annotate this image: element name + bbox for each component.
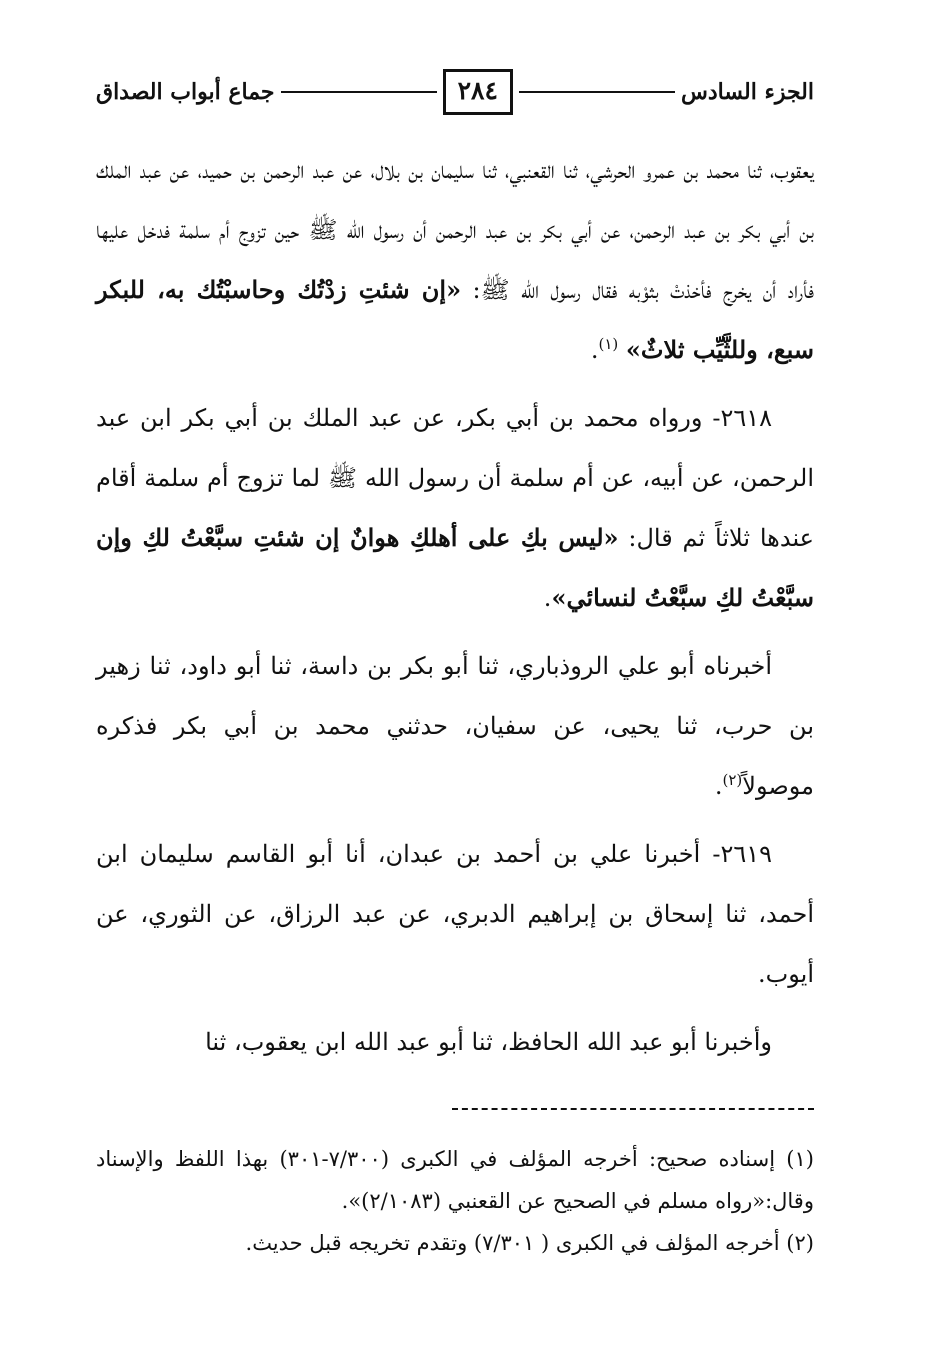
chapter-title: جماع أبواب الصداق — [96, 79, 275, 105]
paragraph-4 — [96, 824, 814, 1004]
paragraph-5 — [96, 1012, 814, 1072]
paragraph-text: أخبرناه أبو علي الروذباري، ثنا أبو بكر بن داسة، ثنا أبو داود، ثنا زهير بن حرب، ثنا يحيى، عن سفيان، حدثني محمد بن أبي بكر فذكره موصولاً — [96, 652, 814, 800]
footnote-separator — [452, 1108, 814, 1110]
paragraph-end: . — [543, 584, 552, 612]
paragraph-text: وأخبرنا أبو عبد الله الحافظ، ثنا أبو عبد الله ابن يعقوب، ثنا — [205, 1028, 772, 1056]
paragraph-1 — [96, 140, 814, 380]
main-text — [96, 140, 814, 1080]
header-rule-right — [519, 91, 675, 93]
paragraph-end: . — [714, 772, 723, 800]
paragraph-2 — [96, 388, 814, 628]
hadith-quote: «ليس بكِ على أهلكِ هوانٌ إن شئتِ سبَّعْتُ لكِ وإن سبَّعْتُ لكِ سبَّعْتُ لنسائي» — [96, 523, 814, 612]
paragraph-text: ٢٦١٩- أخبرنا علي بن أحمد بن عبدان، أنا أبو القاسم سليمان ابن أحمد، ثنا إسحاق بن إبراهيم الدبري، عن عبد الرزاق، عن الثوري، عن أيوب. — [96, 840, 814, 988]
footnote-ref-1: (١) — [598, 335, 619, 353]
part-title: الجزء السادس — [681, 79, 814, 105]
paragraph-text: يعقوب، ثنا محمد بن عمرو الحرشي، ثنا القعنبي، ثنا سليمان بن بلال، عن عبد الرحمن بن حميد، عن عبد الملك بن أبي بكر بن عبد الرحمن، عن أبي بكر بن عبد الرحمن أن رسول الله ﷺ حين تزوج أم سلمة فدخل عليها فأراد أن يخرج فأخذتْ بثوْبه فقال رسول الله ﷺ: — [96, 156, 814, 304]
paragraph-end: . — [590, 336, 599, 364]
paragraph-text: ٢٦١٨- ورواه محمد بن أبي بكر، عن عبد الملك بن أبي بكر ابن عبد الرحمن، عن أبيه، عن أم سلمة أن رسول الله ﷺ لما تزوج أم سلمة أقام عندها ثلاثاً ثم قال: — [96, 404, 815, 552]
header-rule-left — [281, 91, 437, 93]
paragraph-3 — [96, 636, 814, 816]
footnotes — [96, 1138, 814, 1264]
footnote-ref-2: (٢) — [722, 771, 743, 789]
footnote-2: (٢) أخرجه المؤلف في الكبرى ( ٧/٣٠١) وتقدم تخريجه قبل حديث. — [245, 1231, 814, 1255]
hadith-quote: «إن شئتِ زدْتُك وحاسبْتُك به، للبكر سبع، وللثَّيِّب ثلاثٌ» — [96, 275, 814, 364]
footnote-1: (١) إسناده صحيح: أخرجه المؤلف في الكبرى (٧/٣٠٠-٣٠١) بهذا اللفظ والإسناد وقال:«رواه مسلم في الصحيح عن القعنبي (٢/١٠٨٣)». — [96, 1147, 814, 1213]
running-header — [96, 62, 814, 122]
page-number: ٢٨٤ — [443, 69, 513, 115]
